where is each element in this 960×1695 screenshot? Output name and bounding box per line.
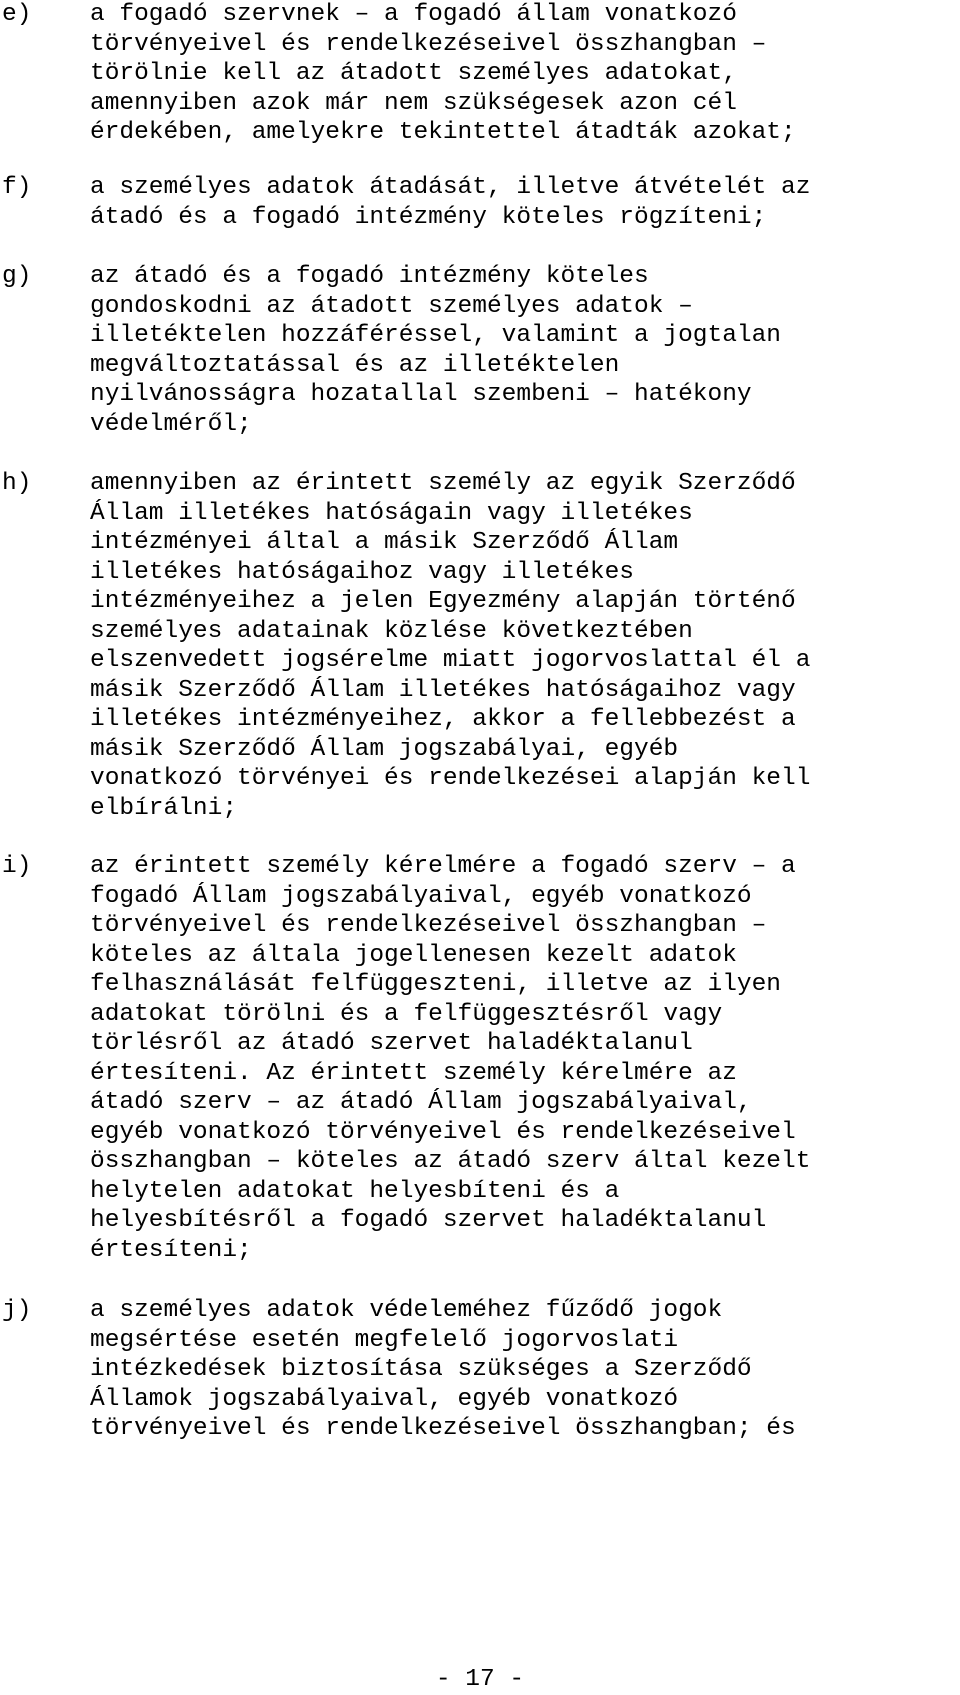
text-line: intézményei által a másik Szerződő Állam xyxy=(90,529,679,556)
text-line: átadó és a fogadó intézmény köteles rögzíteni; xyxy=(90,203,767,231)
item-label: g) xyxy=(2,263,32,290)
text-line: értesíteni; xyxy=(90,1236,252,1264)
item-text xyxy=(90,852,960,1265)
text-line: felhasználását felfüggeszteni, illetve az ilyen xyxy=(90,971,782,998)
text-line: az átadó és a fogadó intézmény köteles xyxy=(90,263,649,290)
text-line: átadó szerv – az átadó Állam jogszabályaival, xyxy=(90,1089,752,1116)
text-line: az érintett személy kérelmére a fogadó szerv – a xyxy=(90,853,796,880)
text-line: elszenvedett jogsérelme miatt jogorvoslattal él a xyxy=(90,647,811,674)
text-line: törvényeivel és rendelkezéseivel összhangban; és xyxy=(90,1415,796,1442)
text-line: köteles az általa jogellenesen kezelt adatok xyxy=(90,941,737,969)
text-line: a személyes adatok átadását, illetve átvételét az xyxy=(90,174,811,201)
text-line: nyilvánosságra hozatallal szembeni – hatékony xyxy=(90,381,752,408)
text-line: törvényeivel és rendelkezéseivel összhangban – xyxy=(90,30,767,58)
text-line: a fogadó szervnek – a fogadó állam vonatkozó xyxy=(90,1,737,28)
text-line: összhangban – köteles az átadó szerv által kezelt xyxy=(90,1148,811,1175)
text-line: törlésről az átadó szervet haladéktalanul xyxy=(90,1030,693,1057)
text-line: vonatkozó törvényei és rendelkezései alapján kell xyxy=(90,765,811,792)
text-line: illetéktelen hozzáféréssel, valamint a jogtalan xyxy=(90,322,782,349)
text-line: személyes adatainak közlése következtében xyxy=(90,617,693,645)
item-label: i) xyxy=(2,853,32,880)
text-line: érdekében, amelyekre tekintettel átadták azokat; xyxy=(90,119,796,146)
text-line: amennyiben az érintett személy az egyik Szerződő xyxy=(90,470,796,497)
text-line: értesíteni. Az érintett személy kérelmére az xyxy=(90,1059,737,1087)
text-line: törvényeivel és rendelkezéseivel összhangban – xyxy=(90,912,767,939)
text-line: törölnie kell az átadott személyes adatokat, xyxy=(90,60,737,87)
item-text xyxy=(90,1296,960,1444)
text-line: Államok jogszabályaival, egyéb vonatkozó xyxy=(90,1385,679,1413)
text-line: fogadó Állam jogszabályaival, egyéb vonatkozó xyxy=(90,882,752,910)
item-text xyxy=(90,262,960,439)
item-text xyxy=(90,469,960,823)
text-line: megsértése esetén megfelelő jogorvoslati xyxy=(90,1326,679,1354)
item-text xyxy=(90,173,960,232)
text-line: illetékes hatóságaihoz vagy illetékes xyxy=(90,558,634,586)
text-line: egyéb vonatkozó törvényeivel és rendelkezéseivel xyxy=(90,1118,796,1146)
item-label: e) xyxy=(2,1,32,28)
page-number: - 17 - xyxy=(435,1666,525,1693)
item-label: h) xyxy=(2,470,32,497)
text-line: amennyiben azok már nem szükségesek azon cél xyxy=(90,89,737,117)
text-line: másik Szerződő Állam illetékes hatóságaihoz vagy xyxy=(90,676,796,704)
text-line: illetékes intézményeihez, akkor a fellebbezést a xyxy=(90,706,796,733)
text-line: a személyes adatok védeleméhez fűződő jogok xyxy=(90,1297,723,1324)
text-line: adatokat törölni és a felfüggesztésről vagy xyxy=(90,1000,723,1028)
item-label: f) xyxy=(2,174,32,201)
text-line: helytelen adatokat helyesbíteni és a xyxy=(90,1177,620,1205)
text-line: helyesbítésről a fogadó szervet haladéktalanul xyxy=(90,1207,767,1234)
text-line: Állam illetékes hatóságain vagy illetékes xyxy=(90,499,693,527)
item-label: j) xyxy=(2,1297,32,1324)
text-line: gondoskodni az átadott személyes adatok – xyxy=(90,292,693,320)
text-line: intézményeihez a jelen Egyezmény alapján történő xyxy=(90,588,796,615)
text-line: védelméről; xyxy=(90,410,252,438)
text-line: intézkedések biztosítása szükséges a Szerződő xyxy=(90,1356,752,1383)
text-line: megváltoztatással és az illetéktelen xyxy=(90,351,620,379)
text-line: elbírálni; xyxy=(90,794,238,822)
text-line: másik Szerződő Állam jogszabályai, egyéb xyxy=(90,735,679,763)
item-text xyxy=(90,0,960,148)
